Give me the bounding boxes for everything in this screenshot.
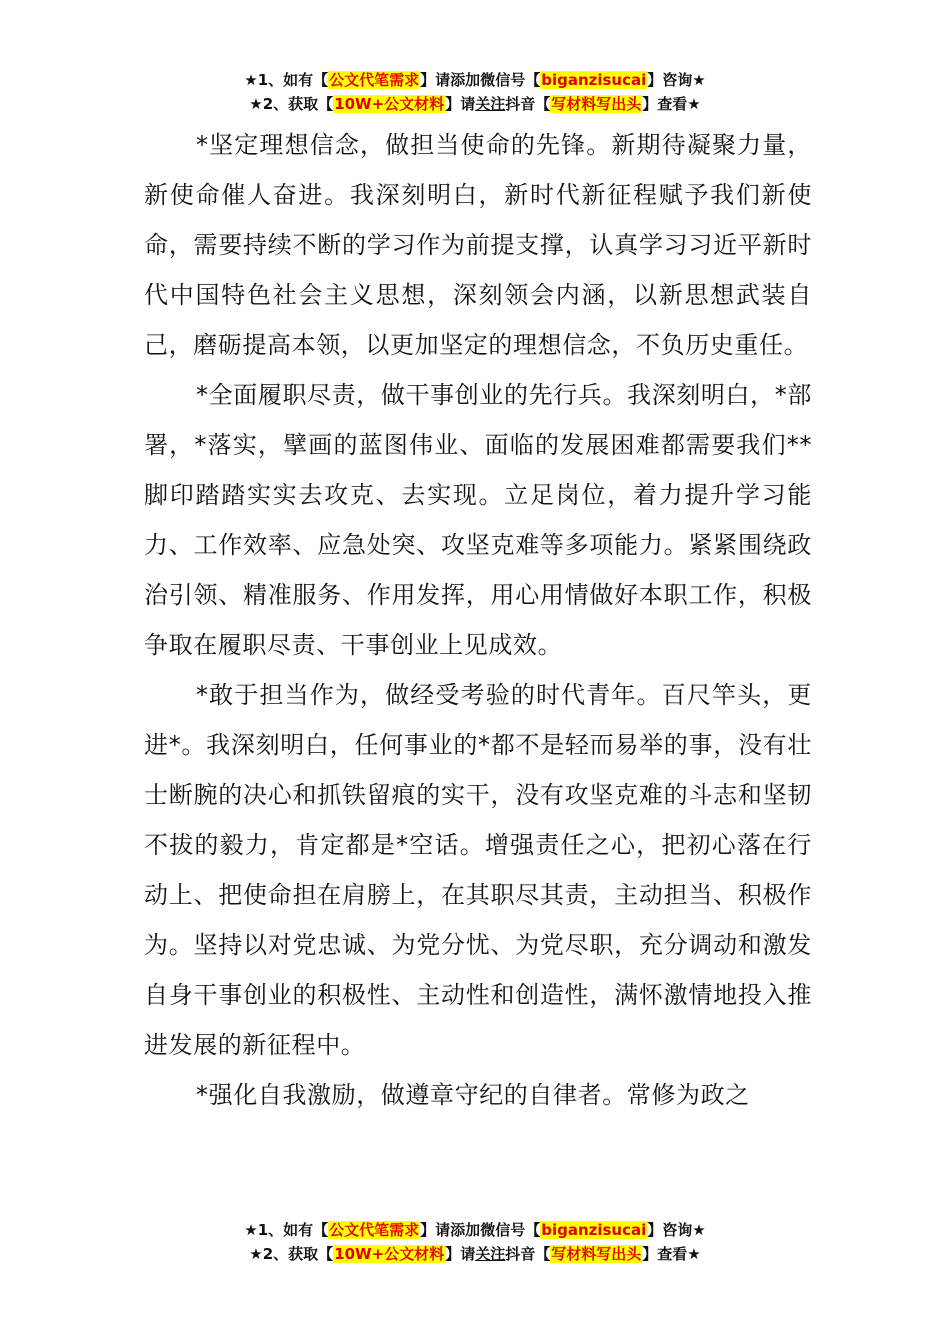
highlight-materials: 10W+公文材料 bbox=[334, 95, 445, 113]
banner-text: ★1、如有【 bbox=[244, 1221, 329, 1239]
banner-line-2 bbox=[0, 1242, 950, 1266]
banner-line-1 bbox=[0, 1218, 950, 1242]
banner-text: ★2、获取【 bbox=[249, 95, 334, 113]
banner-text: 】请 bbox=[445, 95, 476, 113]
document-body bbox=[144, 120, 812, 1120]
banner-text: 抖音【 bbox=[505, 95, 551, 113]
highlight-service: 公文代笔需求 bbox=[329, 1221, 420, 1239]
banner-text: ★1、如有【 bbox=[244, 71, 329, 89]
banner-text: 】请添加 bbox=[420, 1221, 481, 1239]
highlight-materials: 10W+公文材料 bbox=[334, 1245, 445, 1263]
paragraph: *敢于担当作为，做经受考验的时代青年。百尺竿头，更进*。我深刻明白，任何事业的*都不是轻而易举的事，没有壮士断腕的决心和抓铁留痕的实干，没有攻坚克难的斗志和坚韧不拔的毅力，肯定都是*空话。增强责任之心，把初心落在行动上、把使命担在肩膀上，在其职尽其责，主动担当、积极作为。坚持以对党忠诚、为党分忧、为党尽职，充分调动和激发自身干事创业的积极性、主动性和创造性，满怀激情地投入推进发展的新征程中。 bbox=[144, 681, 812, 1059]
banner-text: ★2、获取【 bbox=[249, 1245, 334, 1263]
banner-text: 】咨询★ bbox=[647, 71, 706, 89]
banner-underlined-text: 关注 bbox=[475, 1245, 506, 1263]
highlight-wechat-id: biganzisucai bbox=[541, 1221, 647, 1239]
banner-line-1 bbox=[0, 68, 950, 92]
paragraph: *强化自我激励，做遵章守纪的自律者。常修为政之 bbox=[196, 1081, 750, 1109]
banner-text: 】查看★ bbox=[642, 1245, 701, 1263]
header-banner bbox=[0, 68, 950, 116]
banner-text: 】查看★ bbox=[642, 95, 701, 113]
footer-banner bbox=[0, 1218, 950, 1266]
banner-text: 微信号【 bbox=[480, 71, 541, 89]
banner-line-2 bbox=[0, 92, 950, 116]
highlight-douyin-account: 写材料写出头 bbox=[551, 95, 642, 113]
banner-text: 抖音【 bbox=[505, 1245, 551, 1263]
highlight-service: 公文代笔需求 bbox=[329, 71, 420, 89]
paragraph: *坚定理想信念，做担当使命的先锋。新期待凝聚力量，新使命催人奋进。我深刻明白，新时代新征程赋予我们新使命，需要持续不断的学习作为前提支撑，认真学习习近平新时代中国特色社会主义思想，深刻领会内涵，以新思想武装自己，磨砺提高本领，以更加坚定的理想信念，不负历史重任。 bbox=[144, 131, 812, 359]
banner-text: 】请 bbox=[445, 1245, 476, 1263]
banner-underlined-text: 关注 bbox=[475, 95, 506, 113]
banner-text: 】请添加 bbox=[420, 71, 481, 89]
paragraph: *全面履职尽责，做干事创业的先行兵。我深刻明白，*部署，*落实，擘画的蓝图伟业、面临的发展困难都需要我们**脚印踏踏实实去攻克、去实现。立足岗位，着力提升学习能力、工作效率、应急处突、攻坚克难等多项能力。紧紧围绕政治引领、精准服务、作用发挥，用心用情做好本职工作，积极争取在履职尽责、干事创业上见成效。 bbox=[144, 381, 812, 659]
banner-text: 微信号【 bbox=[480, 1221, 541, 1239]
highlight-douyin-account: 写材料写出头 bbox=[551, 1245, 642, 1263]
banner-text: 】咨询★ bbox=[647, 1221, 706, 1239]
highlight-wechat-id: biganzisucai bbox=[541, 71, 647, 89]
